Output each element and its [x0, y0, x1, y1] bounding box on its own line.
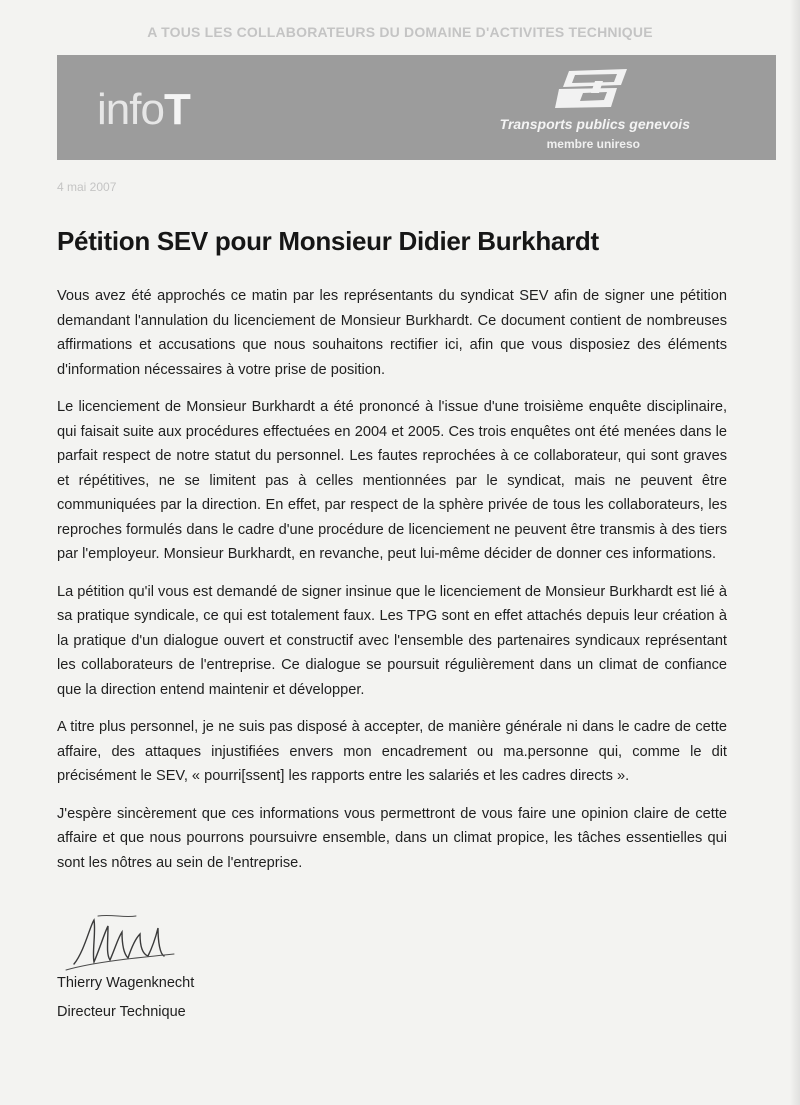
signatory-name: Thierry Wagenknecht [57, 975, 195, 991]
distribution-line: A TOUS LES COLLABORATEURS DU DOMAINE D'ACTIVITES TECHNIQUE [147, 24, 653, 40]
paragraph: La pétition qu'il vous est demandé de signer insinue que le licenciement de Monsieur Burkhardt est lié à sa pratique syndicale, ce qui est totalement faux. Les TPG sont en effet attachés depuis leur création à la pratique d'un dialogue ouvert et constructif avec l'ensemble des partenaires syndicaux représentant les collaborateurs de l'entreprise. Ce dialogue se poursuit régulièrement dans un climat de confiance que la direction entend maintenir et développer. [57, 583, 727, 698]
infot-logo-prefix: info [97, 85, 164, 134]
header-banner [57, 55, 776, 160]
paragraph: Vous avez été approchés ce matin par les représentants du syndicat SEV afin de signer une pétition demandant l'annulation du licenciement de Monsieur Burkhardt. Ce document contient de nombreuses affirmations et accusations que nous souhaitons rectifier ici, afin que vous disposiez des éléments d'information nécessaires à votre prise de position. [57, 288, 727, 378]
paragraph: Le licenciement de Monsieur Burkhardt a été prononcé à l'issue d'une troisième enquête disciplinaire, qui faisait suite aux procédures effectuées en 2004 et 2005. Ces trois enquêtes ont été menées dans le parfait respect de notre statut du personnel. Les fautes reprochées à ce collaborateur, qui sont graves et répétitives, ne se limitent pas à celles mentionnées par le syndicat, mais ne peuvent être communiquées par la direction. En effet, par respect de la sphère privée de tous les collaborateurs, les reproches formulés dans le cadre d'une procédure de licenciement ne peuvent être transmis à des tiers par l'employeur. Monsieur Burkhardt, en revanche, peut lui-même décider de donner ces informations. [57, 399, 727, 562]
signatory-role: Directeur Technique [57, 1004, 186, 1020]
infot-logo [97, 85, 190, 135]
paragraph: A titre plus personnel, je ne suis pas disposé à accepter, de manière générale ni dans le cadre de cette affaire, des attaques injustifiées envers mon encadrement ou ma.personne qui, comme le dit précisément le SEV, « pourri[ssent] les rapports entre les salariés et les cadres directs ». [57, 719, 727, 784]
company-member: membre unireso [546, 137, 640, 151]
tpg-emblem-icon [555, 67, 629, 109]
document-body [57, 284, 727, 888]
handwritten-signature-icon [64, 912, 176, 976]
paragraph: J'espère sincèrement que ces informations vous permettront de vous faire une opinion claire de cette affaire et que nous pourrons poursuivre ensemble, dans un climat propice, les tâches essentielles qui sont les nôtres au sein de l'entreprise. [57, 805, 727, 871]
infot-logo-suffix: T [163, 85, 190, 134]
company-name: Transports publics genevois [499, 116, 690, 132]
page-edge-shadow [790, 0, 800, 1105]
document-title: Pétition SEV pour Monsieur Didier Burkhardt [57, 226, 599, 256]
document-date: 4 mai 2007 [57, 180, 117, 194]
